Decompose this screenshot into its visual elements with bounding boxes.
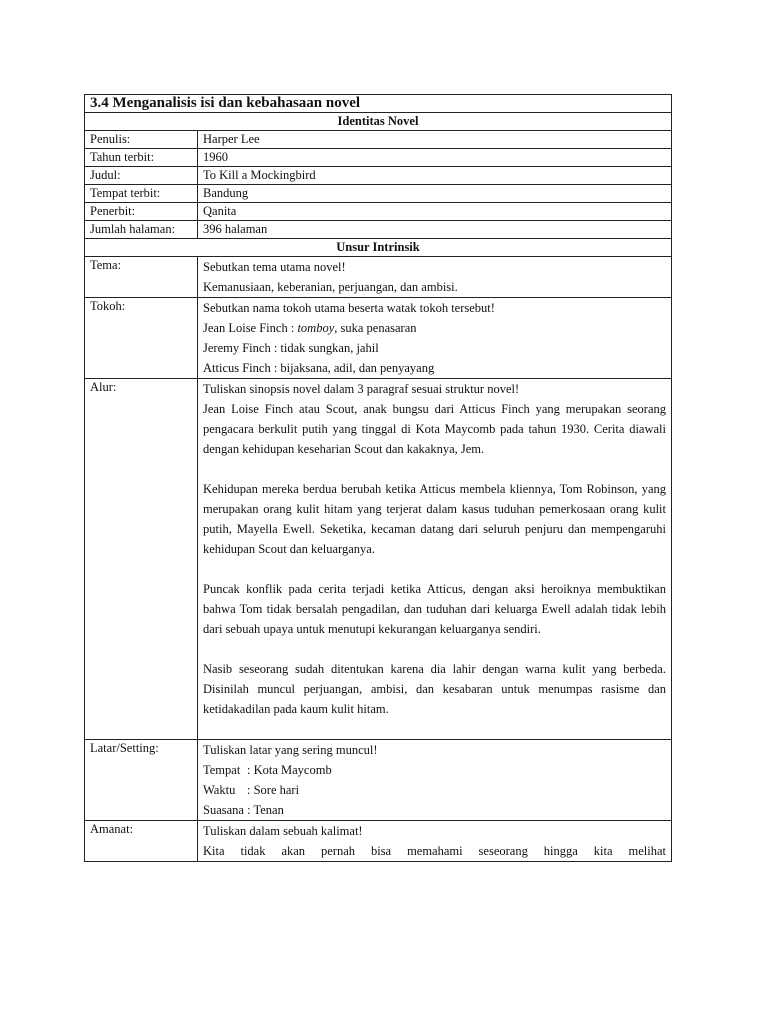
- alur-prompt: Tuliskan sinopsis novel dalam 3 paragraf sesuai struktur novel!: [203, 382, 520, 396]
- document-title: 3.4 Menganalisis isi dan kebahasaan novel: [85, 95, 672, 113]
- tokoh-jean-trait-italic: tomboy: [297, 321, 335, 335]
- amanat-label: Amanat:: [85, 821, 198, 862]
- penulis-value: Harper Lee: [198, 131, 672, 149]
- latar-content: [198, 740, 672, 821]
- tema-label: Tema:: [85, 257, 198, 298]
- amanat-answer: Kita tidak akan pernah bisa memahami seseorang hingga kita melihat: [203, 844, 666, 858]
- table-row: [85, 131, 672, 149]
- tempat-terbit-label: Tempat terbit:: [85, 185, 198, 203]
- alur-paragraph-2: Kehidupan mereka berdua berubah ketika Atticus membela kliennya, Tom Robinson, yang merupakan orang kulit hitam yang terjerat dalam kasus tuduhan pemerkosaan orang kulit putih, Mayella Ewell. Seketika, kecaman datang dari seluruh penjuru dan mempengaruhi kehidupan Scout dan keluarganya.: [203, 482, 666, 556]
- title-row: [85, 95, 672, 113]
- amanat-prompt: Tuliskan dalam sebuah kalimat!: [203, 824, 363, 838]
- paragraph-gap: [203, 559, 666, 579]
- table-row: [85, 203, 672, 221]
- tokoh-jean-name: Jean Loise Finch :: [203, 321, 298, 335]
- tema-prompt: Sebutkan tema utama novel!: [203, 260, 346, 274]
- judul-value: To Kill a Mockingbird: [198, 167, 672, 185]
- unsur-heading-row: [85, 239, 672, 257]
- latar-label: Latar/Setting:: [85, 740, 198, 821]
- latar-waktu-value: : Sore hari: [247, 783, 300, 797]
- tokoh-jeremy: Jeremy Finch : tidak sungkan, jahil: [203, 341, 379, 355]
- tema-content: [198, 257, 672, 298]
- latar-waktu: [203, 780, 666, 800]
- penulis-label: Penulis:: [85, 131, 198, 149]
- penerbit-value: Qanita: [198, 203, 672, 221]
- amanat-content: [198, 821, 672, 862]
- paragraph-gap: [203, 459, 666, 479]
- paragraph-gap: [203, 639, 666, 659]
- tahun-terbit-value: 1960: [198, 149, 672, 167]
- latar-waktu-label: Waktu: [203, 783, 236, 797]
- judul-label: Judul:: [85, 167, 198, 185]
- table-row: [85, 149, 672, 167]
- table-row: [85, 221, 672, 239]
- amanat-row: [85, 821, 672, 862]
- latar-tempat-label: Tempat: [203, 763, 241, 777]
- novel-analysis-table: [84, 94, 672, 862]
- latar-suasana: Suasana : Tenan: [203, 803, 284, 817]
- tema-answer: Kemanusiaan, keberanian, perjuangan, dan ambisi.: [203, 280, 458, 294]
- table-row: [85, 167, 672, 185]
- tokoh-jean: [203, 318, 666, 338]
- alur-paragraph-1: Jean Loise Finch atau Scout, anak bungsu dari Atticus Finch yang merupakan seorang pengacara berkulit putih yang tinggal di Kota Maycomb pada tahun 1930. Cerita diawali dengan kehidupan keseharian Scout dan kakaknya, Jem.: [203, 402, 666, 456]
- tokoh-label: Tokoh:: [85, 298, 198, 379]
- alur-paragraph-3: Puncak konflik pada cerita terjadi ketika Atticus, dengan aksi heroiknya membuktikan bahwa Tom tidak bersalah pengadilan, dan tuduhan dari keluarga Ewell adalah tidak lebih dari sebuah upaya untuk menutupi kekurangan keluarganya sendiri.: [203, 582, 666, 636]
- latar-tempat: [203, 760, 666, 780]
- jumlah-halaman-value: 396 halaman: [198, 221, 672, 239]
- tempat-terbit-value: Bandung: [198, 185, 672, 203]
- latar-row: [85, 740, 672, 821]
- tokoh-prompt: Sebutkan nama tokoh utama beserta watak tokoh tersebut!: [203, 301, 495, 315]
- tokoh-atticus: Atticus Finch : bijaksana, adil, dan penyayang: [203, 361, 435, 375]
- tokoh-jean-trait: , suka penasaran: [334, 321, 417, 335]
- alur-row: [85, 379, 672, 740]
- latar-tempat-value: : Kota Maycomb: [247, 763, 332, 777]
- tema-row: [85, 257, 672, 298]
- tahun-terbit-label: Tahun terbit:: [85, 149, 198, 167]
- latar-prompt: Tuliskan latar yang sering muncul!: [203, 743, 378, 757]
- penerbit-label: Penerbit:: [85, 203, 198, 221]
- alur-content: [198, 379, 672, 740]
- tokoh-row: [85, 298, 672, 379]
- identitas-heading-row: [85, 113, 672, 131]
- paragraph-gap: [203, 719, 666, 739]
- alur-label: Alur:: [85, 379, 198, 740]
- alur-paragraph-4: Nasib seseorang sudah ditentukan karena dia lahir dengan warna kulit yang berbeda. Disinilah muncul perjuangan, ambisi, dan kesabaran untuk menumpas rasisme dan ketidakadilan pada kaum kulit hitam.: [203, 662, 666, 716]
- tokoh-content: [198, 298, 672, 379]
- identitas-heading: Identitas Novel: [85, 113, 672, 131]
- jumlah-halaman-label: Jumlah halaman:: [85, 221, 198, 239]
- table-row: [85, 185, 672, 203]
- unsur-heading: Unsur Intrinsik: [85, 239, 672, 257]
